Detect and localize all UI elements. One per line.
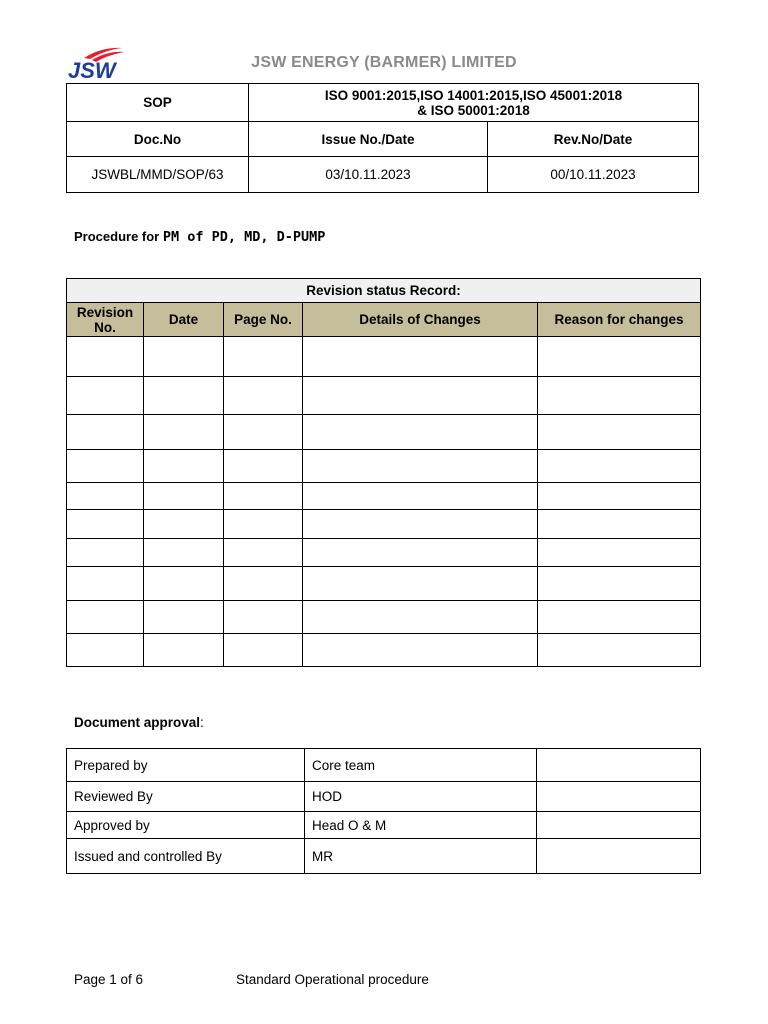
table-row — [67, 749, 701, 782]
approval-role: Prepared by — [67, 749, 305, 782]
col-revision-no: Revision No. — [67, 303, 144, 337]
approval-signature — [537, 782, 701, 812]
approval-signature — [537, 749, 701, 782]
revision-record-table — [66, 278, 701, 667]
document-header-table — [66, 83, 699, 193]
approval-by: Head O & M — [305, 812, 537, 839]
svg-text:JSW: JSW — [68, 58, 116, 82]
issue-value: 03/10.11.2023 — [249, 157, 488, 193]
footer-doc-type: Standard Operational procedure — [236, 972, 429, 987]
col-details: Details of Changes — [303, 303, 538, 337]
approval-role: Reviewed By — [67, 782, 305, 812]
table-row — [67, 812, 701, 839]
approval-by: MR — [305, 839, 537, 874]
table-row — [67, 539, 701, 567]
table-row — [67, 337, 701, 377]
iso-standards — [249, 84, 699, 122]
table-row — [67, 634, 701, 667]
procedure-name: PM of PD, MD, D-PUMP — [162, 229, 326, 245]
approval-by: Core team — [305, 749, 537, 782]
procedure-title — [74, 229, 325, 245]
col-reason: Reason for changes — [538, 303, 701, 337]
approval-signature — [537, 812, 701, 839]
issue-label: Issue No./Date — [249, 122, 488, 157]
table-row — [67, 377, 701, 415]
procedure-prefix: Procedure for — [74, 229, 163, 244]
document-approval-heading: Document approval: — [74, 715, 204, 730]
doc-no-value: JSWBL/MMD/SOP/63 — [67, 157, 249, 193]
table-row — [67, 415, 701, 450]
iso-line-1: ISO 9001:2015,ISO 14001:2015,ISO 45001:2018 — [324, 87, 623, 103]
approval-by: HOD — [305, 782, 537, 812]
iso-line-2: & ISO 50001:2018 — [417, 102, 530, 118]
approval-signature — [537, 839, 701, 874]
sop-label: SOP — [67, 84, 249, 122]
approval-role: Issued and controlled By — [67, 839, 305, 874]
company-name: JSW ENERGY (BARMER) LIMITED — [251, 54, 517, 71]
page-number: Page 1 of 6 — [74, 972, 144, 987]
table-row — [67, 567, 701, 601]
table-row — [67, 450, 701, 483]
table-row — [67, 510, 701, 539]
col-page-no: Page No. — [224, 303, 303, 337]
approval-role: Approved by — [67, 812, 305, 839]
col-date: Date — [144, 303, 224, 337]
rev-value: 00/10.11.2023 — [488, 157, 699, 193]
rev-label: Rev.No/Date — [488, 122, 699, 157]
table-row — [67, 839, 701, 874]
approval-table — [66, 748, 701, 874]
doc-no-label: Doc.No — [67, 122, 249, 157]
revision-table-title: Revision status Record: — [67, 279, 701, 303]
table-row — [67, 483, 701, 510]
table-row — [67, 782, 701, 812]
table-row — [67, 601, 701, 634]
